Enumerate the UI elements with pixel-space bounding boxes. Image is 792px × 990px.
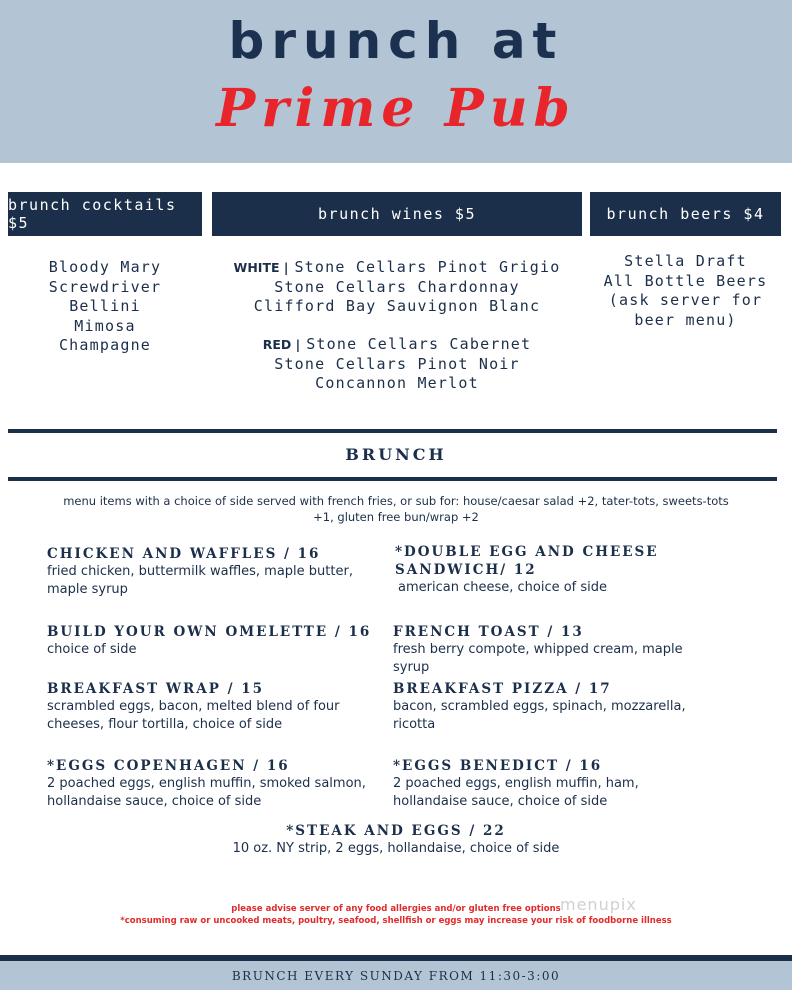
item-description: fried chicken, buttermilk waffles, maple butter, maple syrup <box>47 564 353 597</box>
item-description: choice of side <box>47 642 137 657</box>
item-name: *EGGS BENEDICT / 16 <box>393 758 603 774</box>
menu-item-breakfast-wrap <box>47 680 392 734</box>
item-name: *DOUBLE EGG AND CHEESE SANDWICH/ 12 <box>395 544 659 578</box>
menu-item-egg-cheese-sandwich <box>395 543 695 597</box>
list-item: Stone Cellars Pinot Grigio <box>294 258 561 276</box>
watermark: menupix <box>560 895 637 914</box>
beers-heading: brunch beers $4 <box>590 192 781 236</box>
item-name: BREAKFAST WRAP / 15 <box>47 681 265 697</box>
item-name: *STEAK AND EGGS / 22 <box>286 823 506 839</box>
item-description: fresh berry compote, whipped cream, maple syrup <box>393 642 683 675</box>
cocktails-heading: brunch cocktails $5 <box>8 192 202 236</box>
item-name: *EGGS COPENHAGEN / 16 <box>47 758 290 774</box>
header-banner <box>0 0 792 163</box>
list-item: Stella Draft <box>624 252 747 270</box>
red-wine-label: RED | <box>262 337 301 352</box>
list-item: Bellini <box>69 297 141 315</box>
list-item: Bloody Mary <box>48 258 162 276</box>
list-item: Champagne <box>58 336 152 354</box>
menu-item-breakfast-pizza <box>393 680 723 734</box>
item-name: BREAKFAST PIZZA / 17 <box>393 681 612 697</box>
item-description: scrambled eggs, bacon, melted blend of four cheeses, flour tortilla, choice of side <box>47 699 340 732</box>
menu-item-french-toast <box>393 623 723 677</box>
header-title: brunch at <box>228 12 564 70</box>
footer-banner: BRUNCH EVERY SUNDAY FROM 11:30-3:00 <box>0 961 792 990</box>
menu-item-eggs-copenhagen <box>47 757 392 811</box>
item-description: 2 poached eggs, english muffin, smoked salmon, hollandaise sauce, choice of side <box>47 776 366 809</box>
red-wines-list <box>212 335 582 394</box>
list-item: (ask server for <box>608 291 763 309</box>
menu-item-chicken-waffles <box>47 545 392 599</box>
item-description: 10 oz. NY strip, 2 eggs, hollandaise, choice of side <box>232 841 560 856</box>
brunch-section-title: BRUNCH <box>345 445 447 464</box>
menu-item-steak-eggs <box>0 822 792 858</box>
list-item: Clifford Bay Sauvignon Blanc <box>253 297 541 315</box>
cocktails-list <box>8 258 202 356</box>
sides-note <box>30 493 762 525</box>
restaurant-name: Prime Pub <box>216 78 576 139</box>
divider-bottom <box>8 477 777 481</box>
white-wine-label: WHITE | <box>233 260 289 275</box>
list-item: Concannon Merlot <box>315 374 479 392</box>
item-description: bacon, scrambled eggs, spinach, mozzarella, ricotta <box>393 699 686 732</box>
beers-list <box>590 252 781 330</box>
list-item: beer menu) <box>634 310 737 329</box>
sides-note-line: menu items with a choice of side served with french fries, or sub for: house/caesar salad +2, tater-tots, sweets-tots <box>63 494 729 508</box>
white-wines-list <box>212 258 582 317</box>
item-description: american cheese, choice of side <box>398 580 608 595</box>
divider-top <box>8 429 777 433</box>
list-item: Stone Cellars Cabernet <box>306 335 532 353</box>
list-item: Stone Cellars Chardonnay <box>274 277 520 296</box>
consumption-warning: *consuming raw or uncooked meats, poultry, seafood, shellfish or eggs may increase your risk of foodborne illness <box>120 916 672 926</box>
item-description: 2 poached eggs, english muffin, ham, hollandaise sauce, choice of side <box>393 776 639 809</box>
list-item: Stone Cellars Pinot Noir <box>274 354 520 373</box>
item-name: BUILD YOUR OWN OMELETTE / 16 <box>47 624 372 640</box>
sides-note-line: +1, gluten free bun/wrap +2 <box>313 510 479 524</box>
list-item: Screwdriver <box>48 277 162 296</box>
item-name: FRENCH TOAST / 13 <box>393 624 584 640</box>
wines-heading: brunch wines $5 <box>212 192 582 236</box>
item-name: CHICKEN AND WAFFLES / 16 <box>47 546 321 562</box>
list-item: Mimosa <box>74 316 136 335</box>
menu-item-eggs-benedict <box>393 757 713 811</box>
menu-item-omelette <box>47 623 392 659</box>
allergy-warning: please advise server of any food allergies and/or gluten free options <box>231 904 561 914</box>
list-item: All Bottle Beers <box>603 271 768 290</box>
